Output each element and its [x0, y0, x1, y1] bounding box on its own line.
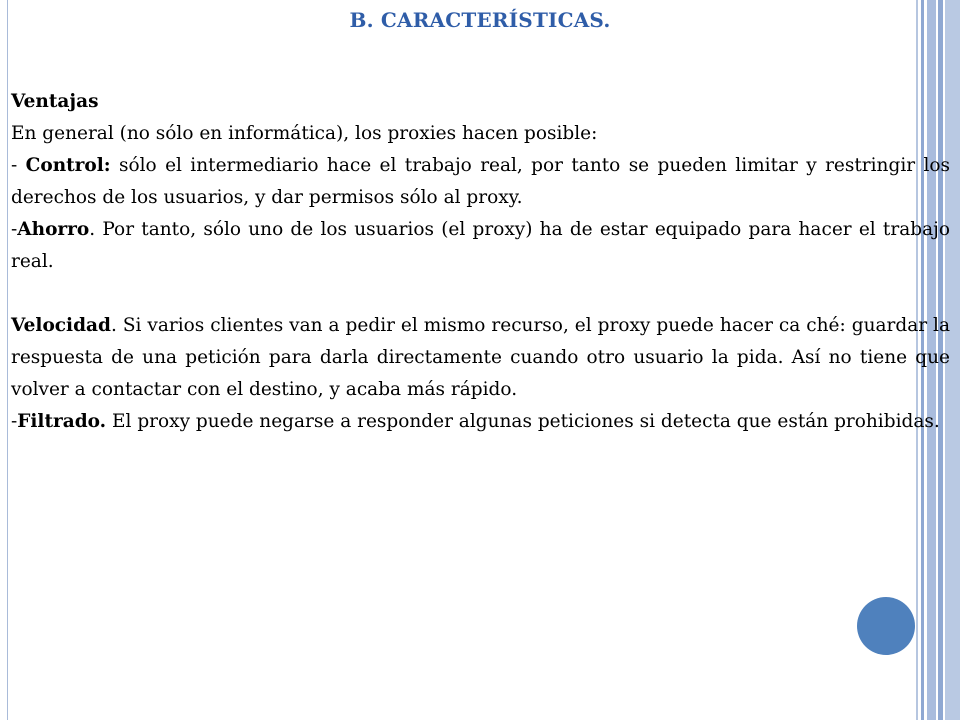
item-control [11, 150, 950, 214]
item-term: Velocidad [11, 315, 111, 336]
item-prefix: - [11, 219, 18, 240]
item-velocidad [11, 310, 950, 406]
slide-title: B. CARACTERÍSTICAS. [349, 8, 611, 32]
decorative-circle [857, 597, 915, 655]
item-term: Filtrado. [17, 411, 107, 432]
item-term: Control: [25, 155, 111, 176]
intro-text: En general (no sólo en informática), los proxies hacen posible: [11, 123, 598, 144]
item-prefix: - [11, 155, 26, 176]
slide-body [11, 86, 950, 438]
left-border-rule [0, 0, 8, 720]
item-text: El proxy puede negarse a responder algunas peticiones si detecta que están prohibidas. [106, 411, 940, 432]
item-term: Ahorro [17, 219, 90, 240]
item-ahorro [11, 214, 950, 278]
item-filtrado [11, 406, 950, 438]
item-text: . Si varios clientes van a pedir el mismo recurso, el proxy puede hacer ca ché: guardar la respuesta de una petición para darla directamente cuando otro usuario la pida. Así no tiene que volver a contactar con el destino, y acaba más rápido. [11, 315, 950, 400]
item-text: . Por tanto, sólo uno de los usuarios (el proxy) ha de estar equipado para hacer el trabajo real. [11, 219, 950, 272]
item-prefix: - [11, 411, 18, 432]
section-heading: Ventajas [11, 91, 99, 112]
item-text: sólo el intermediario hace el trabajo real, por tanto se pueden limitar y restringir los derechos de los usuarios, y dar permisos sólo al proxy. [11, 155, 950, 208]
